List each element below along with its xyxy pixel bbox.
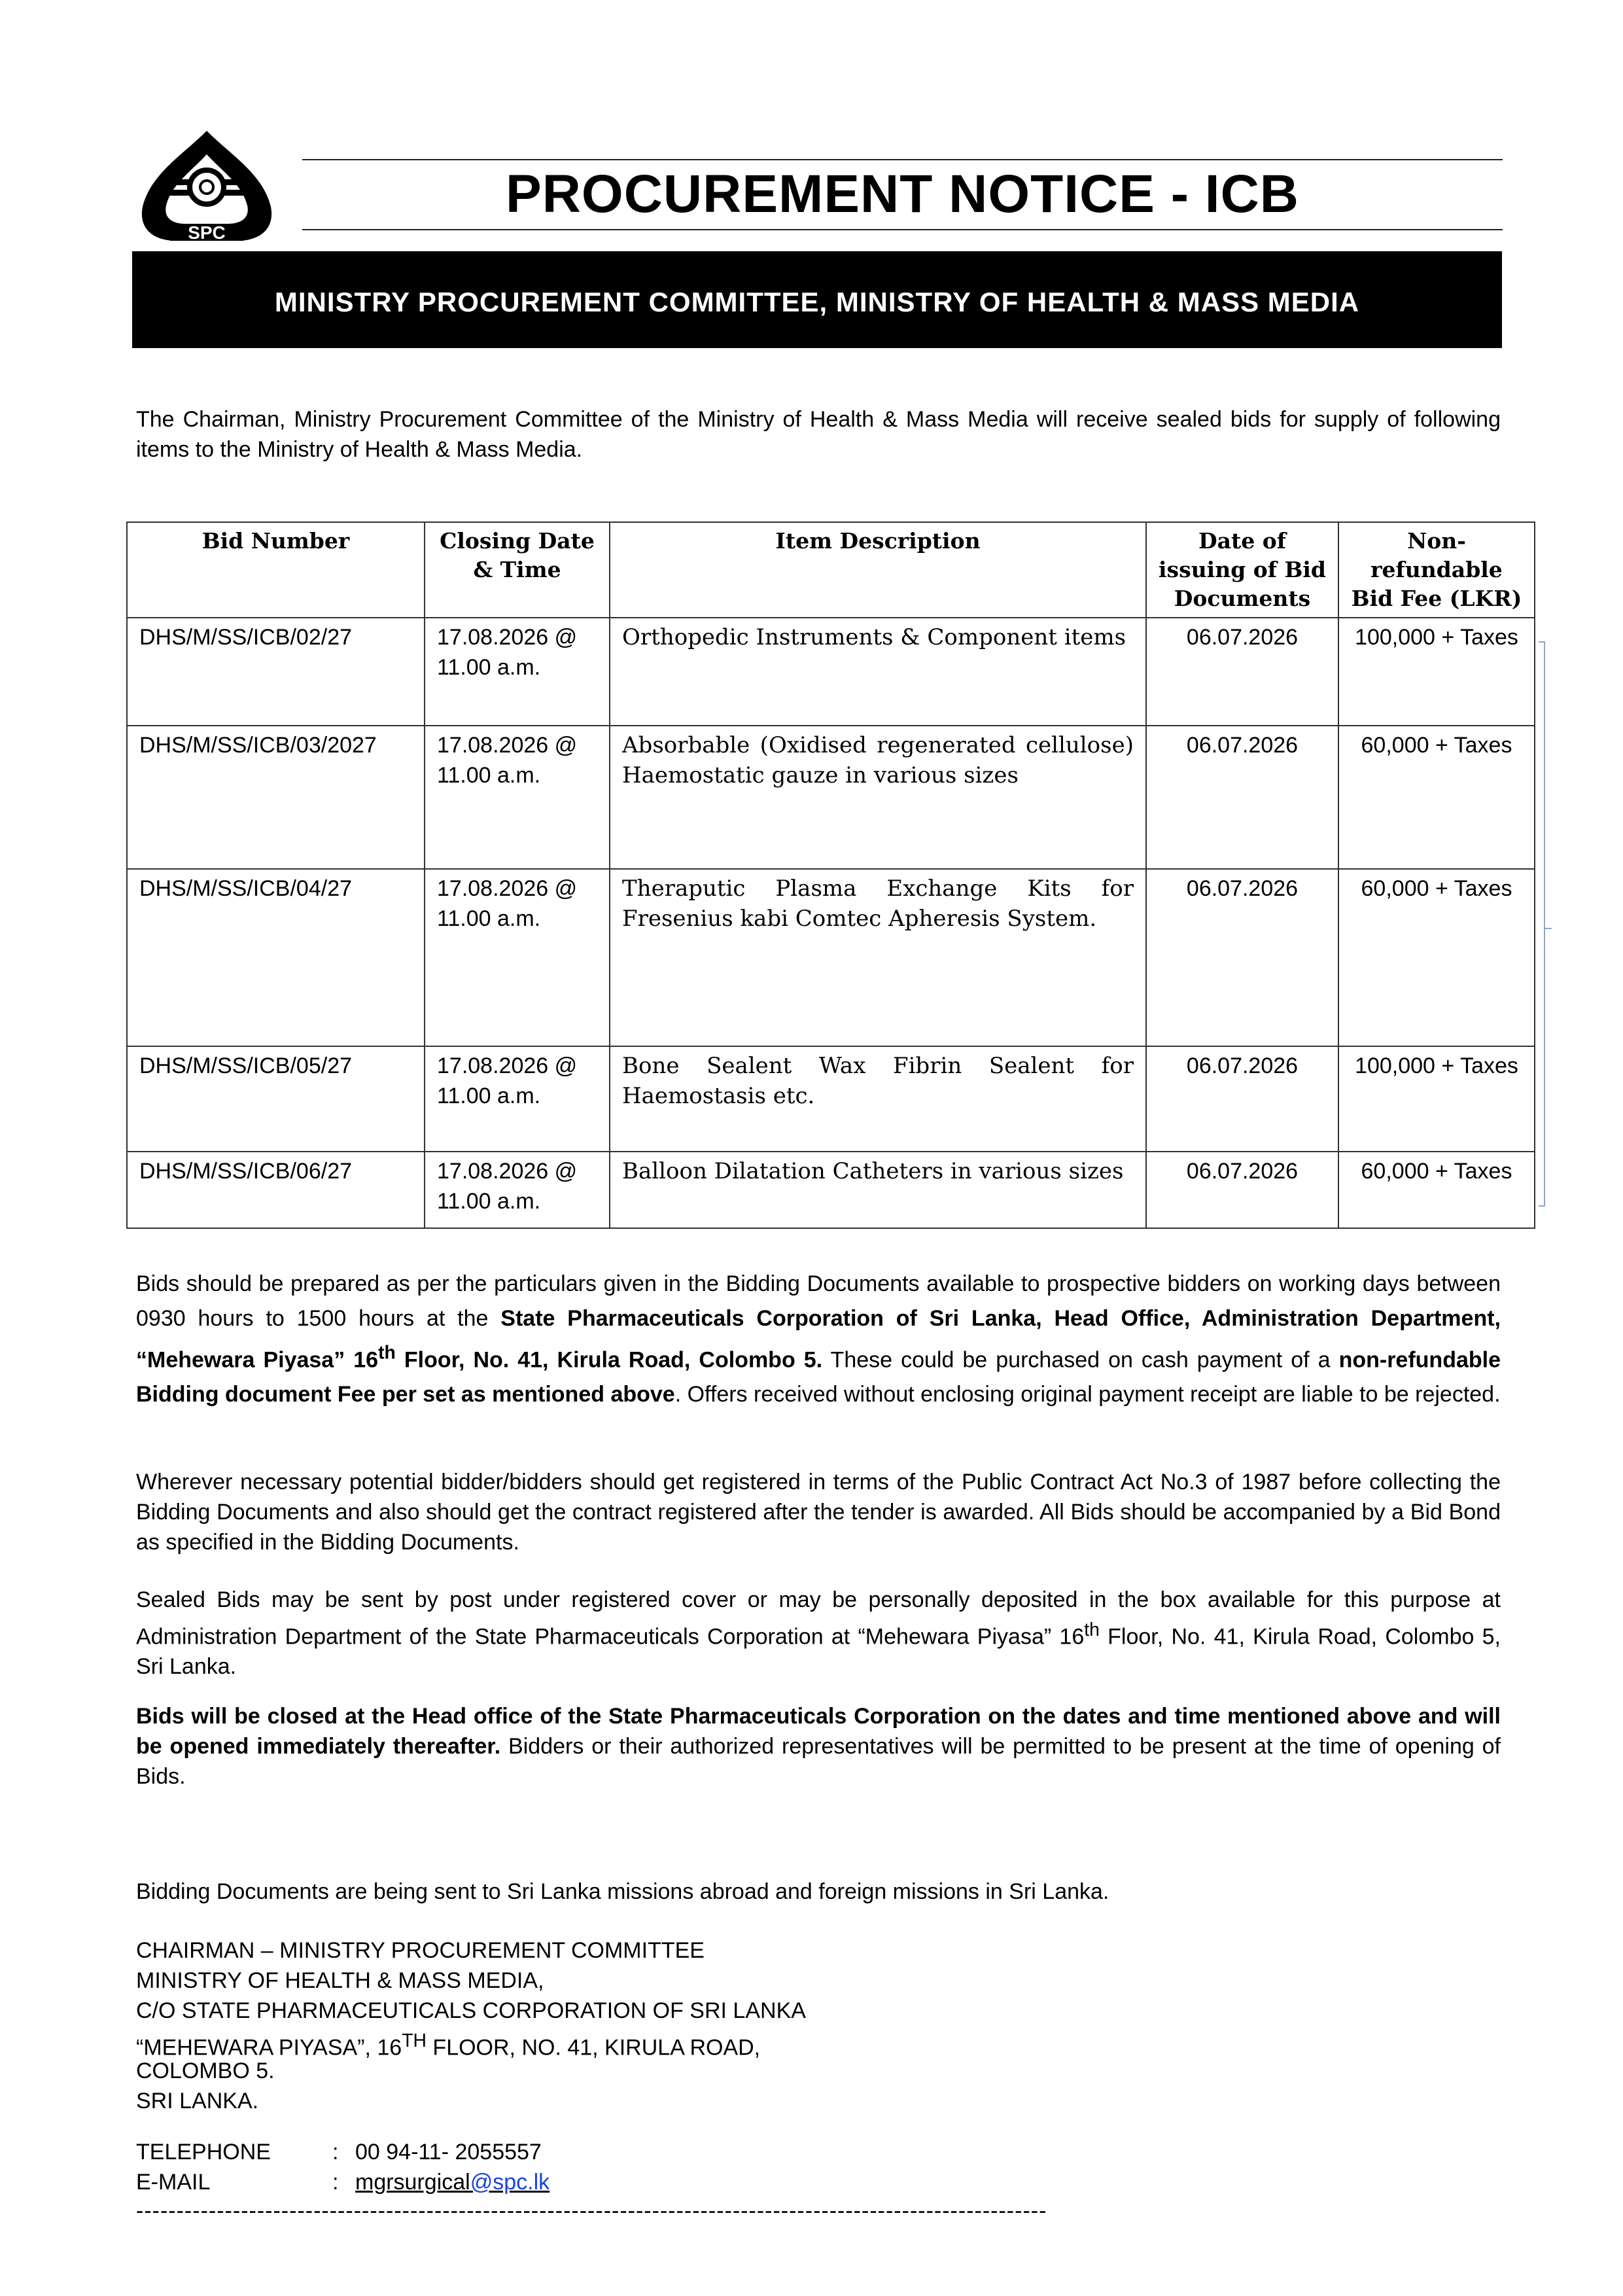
email-link[interactable] xyxy=(355,2170,550,2195)
item-description: Orthopedic Instruments & Component items xyxy=(610,618,1146,726)
bid-number: DHS/M/SS/ICB/02/27 xyxy=(127,618,425,726)
issue-date: 06.07.2026 xyxy=(1146,618,1338,726)
title-rule-bottom xyxy=(302,229,1503,230)
closing-date: 17.08.2026 @ 11.00 a.m. xyxy=(425,1152,610,1228)
footer-rule: ----------------------------------------------------------------------------------------------------------------- xyxy=(136,2199,1047,2223)
spc-logo xyxy=(137,128,276,246)
title-rule-top xyxy=(302,159,1503,160)
bidding-documents-paragraph xyxy=(136,1267,1501,1412)
para1-superscript: th xyxy=(378,1343,396,1364)
closing-date: 17.08.2026 @ 11.00 a.m. xyxy=(425,726,610,869)
telephone-value: 00 94-11- 2055557 xyxy=(355,2140,542,2164)
margin-bracket xyxy=(1539,641,1545,1207)
bid-fee: 60,000 + Taxes xyxy=(1338,1152,1535,1228)
header-closing-date: Closing Date & Time xyxy=(425,522,610,618)
bid-number: DHS/M/SS/ICB/03/2027 xyxy=(127,726,425,869)
email-domain: @spc.lk xyxy=(470,2170,550,2195)
telephone-row xyxy=(136,2137,542,2167)
para1-bold-address-tail: Floor, No. 41, Kirula Road, Colombo 5. xyxy=(395,1347,823,1373)
para1-text-3: . Offers received without enclosing original payment receipt are liable to be rejected. xyxy=(674,1382,1501,1407)
item-description: Balloon Dilatation Catheters in various sizes xyxy=(610,1152,1146,1228)
address-line-5: COLOMBO 5. xyxy=(136,2058,275,2083)
telephone-separator: : xyxy=(332,2140,339,2164)
para3-text-2: Floor, No. 41, Kirula Road, Colombo 5, Sri Lanka. xyxy=(136,1624,1501,1680)
para4-text: Bidders or their authorized representatives will be permitted to be present at the time of opening of Bids. xyxy=(136,1734,1501,1789)
bid-number: DHS/M/SS/ICB/05/27 xyxy=(127,1046,425,1152)
para1-text-1: Bids should be prepared as per the particulars given in the Bidding Documents available to prospective bidders on working days between 0930 hours to 1500 hours at the xyxy=(136,1271,1501,1331)
bid-number: DHS/M/SS/ICB/04/27 xyxy=(127,869,425,1046)
margin-bracket-tick xyxy=(1544,928,1552,929)
closing-date: 17.08.2026 @ 11.00 a.m. xyxy=(425,1046,610,1152)
para1-text-2: These could be purchased on cash payment of a xyxy=(822,1347,1339,1373)
item-description: Absorbable (Oxidised regenerated cellulose) Haemostatic gauze in various sizes xyxy=(610,726,1146,869)
email-label: E-MAIL xyxy=(136,2170,211,2195)
telephone-label: TELEPHONE xyxy=(136,2140,271,2164)
table-row xyxy=(127,1046,1535,1152)
para1-bold-address: State Pharmaceuticals Corporation of Sri Lanka, Head Office, Administration Department, “Mehewara Piyasa” 16 xyxy=(136,1306,1501,1373)
email-user: mgrsurgical xyxy=(355,2170,470,2195)
banner-text: MINISTRY PROCUREMENT COMMITTEE, MINISTRY OF HEALTH & MASS MEDIA xyxy=(274,287,1360,317)
table-header-row xyxy=(127,522,1535,618)
address-line-2: MINISTRY OF HEALTH & MASS MEDIA, xyxy=(136,1968,544,1993)
para1-bold-fee: non-refundable Bidding document Fee per set as mentioned above xyxy=(136,1347,1501,1407)
address-line-1: CHAIRMAN – MINISTRY PROCUREMENT COMMITTEE xyxy=(136,1938,705,1963)
bid-number: DHS/M/SS/ICB/06/27 xyxy=(127,1152,425,1228)
para4-bold: Bids will be closed at the Head office of the State Pharmaceuticals Corporation on the dates and time mentioned above and will be opened immediately thereafter. xyxy=(136,1704,1501,1759)
missions-paragraph: Bidding Documents are being sent to Sri Lanka missions abroad and foreign missions in Sri Lanka. xyxy=(136,1879,1109,1904)
table-row xyxy=(127,1152,1535,1228)
intro-paragraph: The Chairman, Ministry Procurement Committee of the Ministry of Health & Mass Media will receive sealed bids for supply of following items to the Ministry of Health & Mass Media. xyxy=(136,407,1501,462)
table-row xyxy=(127,618,1535,726)
issue-date: 06.07.2026 xyxy=(1146,1046,1338,1152)
bid-fee: 60,000 + Taxes xyxy=(1338,869,1535,1046)
sealed-bids-paragraph xyxy=(136,1585,1501,1682)
item-description: Theraputic Plasma Exchange Kits for Fresenius kabi Comtec Apheresis System. xyxy=(610,869,1146,1046)
address-line-3: C/O STATE PHARMACEUTICALS CORPORATION OF SRI LANKA xyxy=(136,1998,806,2023)
committee-banner xyxy=(132,251,1502,348)
issue-date: 06.07.2026 xyxy=(1146,1152,1338,1228)
address-superscript: TH xyxy=(402,2030,427,2051)
page-title: PROCUREMENT NOTICE - ICB xyxy=(506,164,1299,224)
address-line-4-b: FLOOR, NO. 41, KIRULA ROAD, xyxy=(426,2035,761,2060)
para3-superscript: th xyxy=(1084,1619,1100,1640)
email-row xyxy=(136,2167,550,2197)
address-line-6: SRI LANKA. xyxy=(136,2089,259,2113)
issue-date: 06.07.2026 xyxy=(1146,726,1338,869)
email-separator: : xyxy=(332,2170,339,2195)
header-bid-number: Bid Number xyxy=(127,522,425,618)
address-line-4-a: “MEHEWARA PIYASA”, 16 xyxy=(136,2035,402,2060)
closing-date: 17.08.2026 @ 11.00 a.m. xyxy=(425,869,610,1046)
header-bid-fee: Non-refundable Bid Fee (LKR) xyxy=(1338,522,1535,618)
logo-text: SPC xyxy=(188,222,226,243)
header-issue-date: Date of issuing of Bid Documents xyxy=(1146,522,1338,618)
issue-date: 06.07.2026 xyxy=(1146,869,1338,1046)
bid-fee: 60,000 + Taxes xyxy=(1338,726,1535,869)
closing-date: 17.08.2026 @ 11.00 a.m. xyxy=(425,618,610,726)
bids-table xyxy=(126,521,1535,1229)
bid-fee: 100,000 + Taxes xyxy=(1338,1046,1535,1152)
closing-paragraph xyxy=(136,1701,1501,1792)
registration-paragraph: Wherever necessary potential bidder/bidders should get registered in terms of the Public Contract Act No.3 of 1987 before collecting the Bidding Documents and also should get the contract registered after the tender is awarded. All Bids should be accompanied by a Bid Bond as specified in the Bidding Documents. xyxy=(136,1470,1501,1555)
table-row xyxy=(127,869,1535,1046)
item-description: Bone Sealent Wax Fibrin Sealent for Haemostasis etc. xyxy=(610,1046,1146,1152)
bid-fee: 100,000 + Taxes xyxy=(1338,618,1535,726)
header-item-description: Item Description xyxy=(610,522,1146,618)
table-row xyxy=(127,726,1535,869)
para3-text-1: Sealed Bids may be sent by post under registered cover or may be personally deposited in the box available for this purpose at Administration Department of the State Pharmaceuticals Corporation at “Mehewara Piyasa” 16 xyxy=(136,1587,1501,1650)
